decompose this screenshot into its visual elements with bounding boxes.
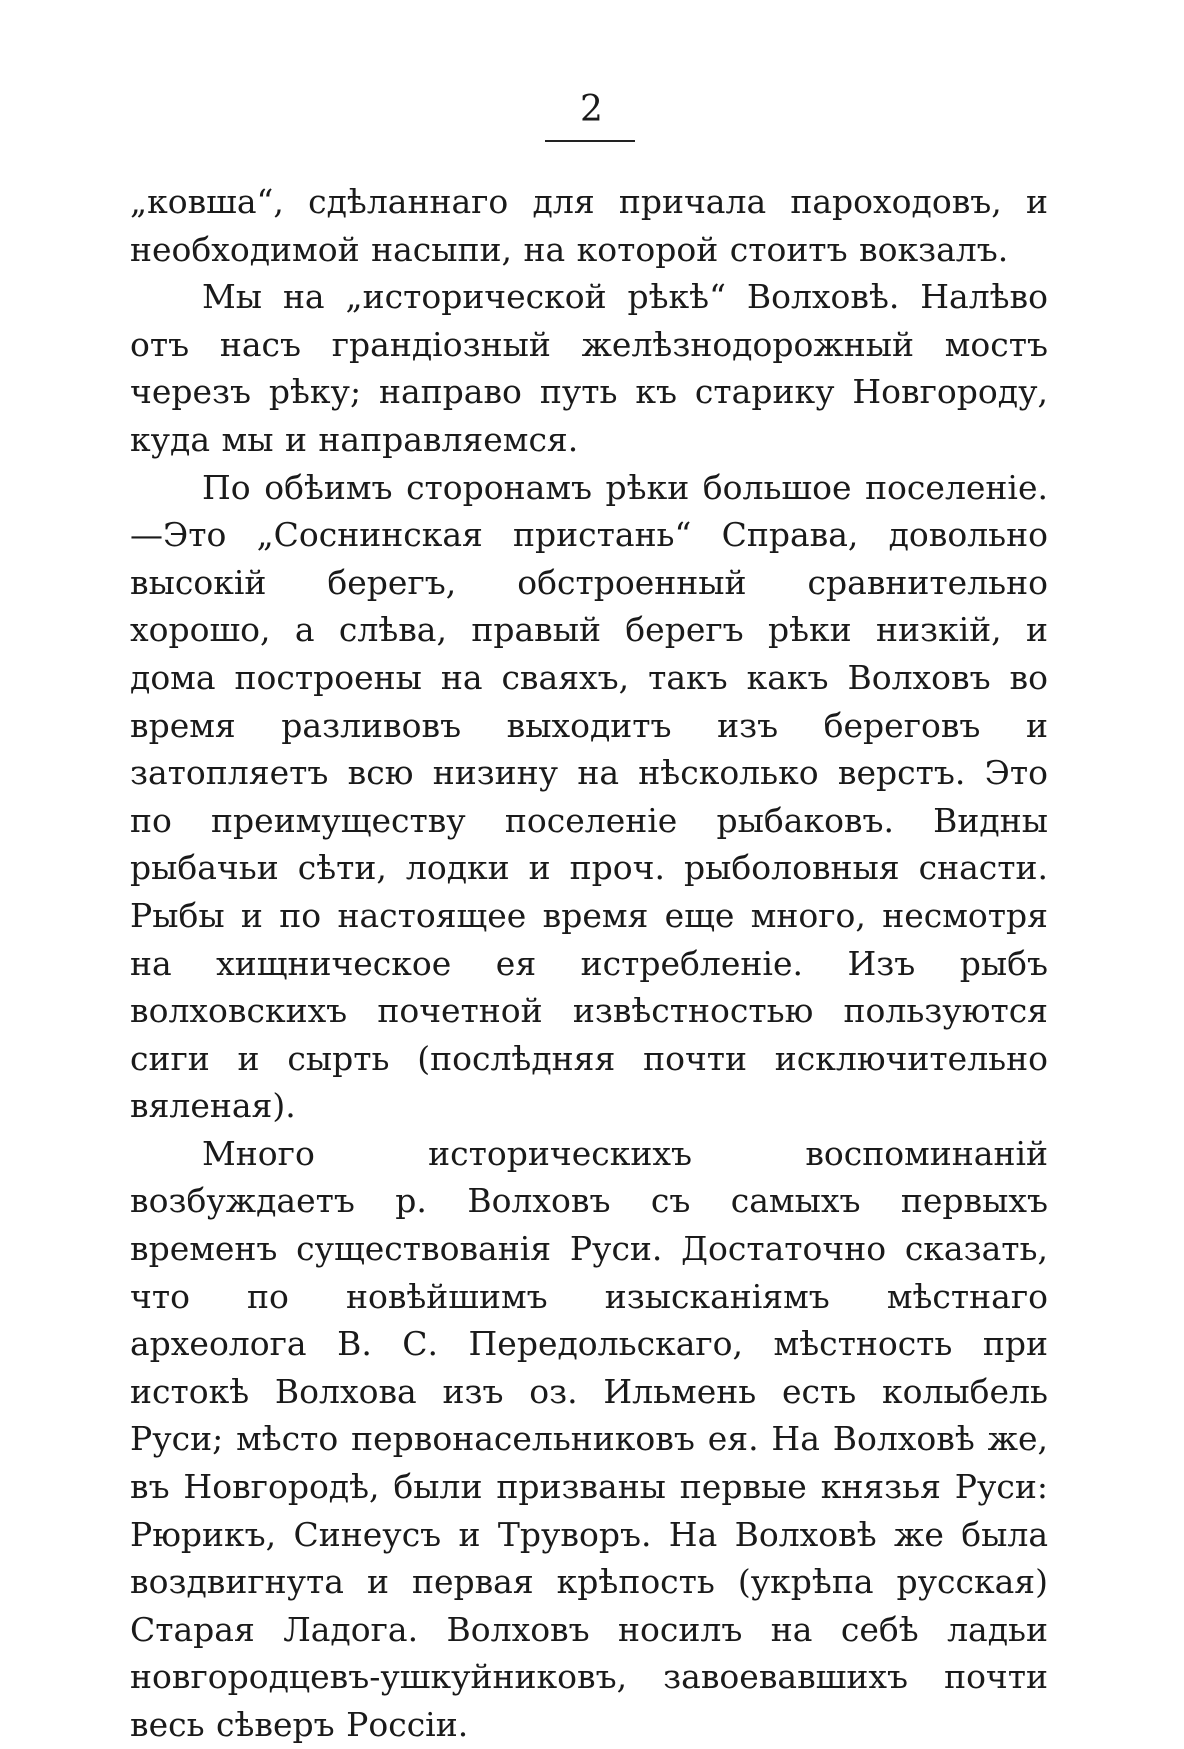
paragraph-sosninskaya-pristan: По обѣимъ сторонамъ рѣки большое поселеніе.—Это „Соснинская пристань“ Справа, довольно высокій берегъ, обстроенный сравнительно хорошо, а слѣва, правый берегъ рѣки низкій, и дома построены на сваяхъ, такъ какъ Волховъ во время разливовъ выходитъ изъ береговъ и затопляетъ всю низину на нѣсколько верстъ. Это по преимуществу поселеніе рыбаковъ. Видны рыбачьи сѣти, лодки и проч. рыболовныя снасти. Рыбы и по настоящее время еще много, несмотря на хищническое ея истребленіе. Изъ рыбъ волховскихъ почетной извѣстностью пользуются сиги и сырть (послѣдняя почти исключительно вяленая). bbox=[130, 467, 1048, 1126]
paragraph-historical-memories: Много историческихъ воспоминаній возбуждаетъ р. Волховъ съ самыхъ первыхъ временъ существованія Руси. Достаточно сказать, что по новѣйшимъ изысканіямъ мѣстнаго археолога В. С. Передольскаго, мѣстность при истокѣ Волхова изъ оз. Ильмень есть колыбель Руси; мѣсто первонасельниковъ ея. На Волховѣ же, въ Новгородѣ, были призваны первые князья Руси: Рюрикъ, Синеусъ и Труворъ. На Волховѣ же была воздвигнута и первая крѣпость (укрѣпа русская) Старая Ладога. Волховъ носилъ на себѣ ладьи новгородцевъ-ушкуйниковъ, завоевавшихъ почти весь сѣверъ Россіи. bbox=[130, 1133, 1048, 1744]
paragraph-continuation: „ковша“, сдѣланнаго для причала пароходовъ, и необходимой насыпи, на которой стоитъ вокзалъ. bbox=[130, 182, 1048, 269]
page-number-rule bbox=[545, 140, 635, 142]
page-number: 2 bbox=[580, 89, 604, 130]
paragraph-historic-river: Мы на „исторической рѣкѣ“ Волховѣ. Налѣво отъ насъ грандіозный желѣзнодорожный мостъ черезъ рѣку; направо путь къ старику Новгороду, куда мы и направляемся. bbox=[130, 277, 1048, 459]
body-text bbox=[130, 178, 1048, 1749]
